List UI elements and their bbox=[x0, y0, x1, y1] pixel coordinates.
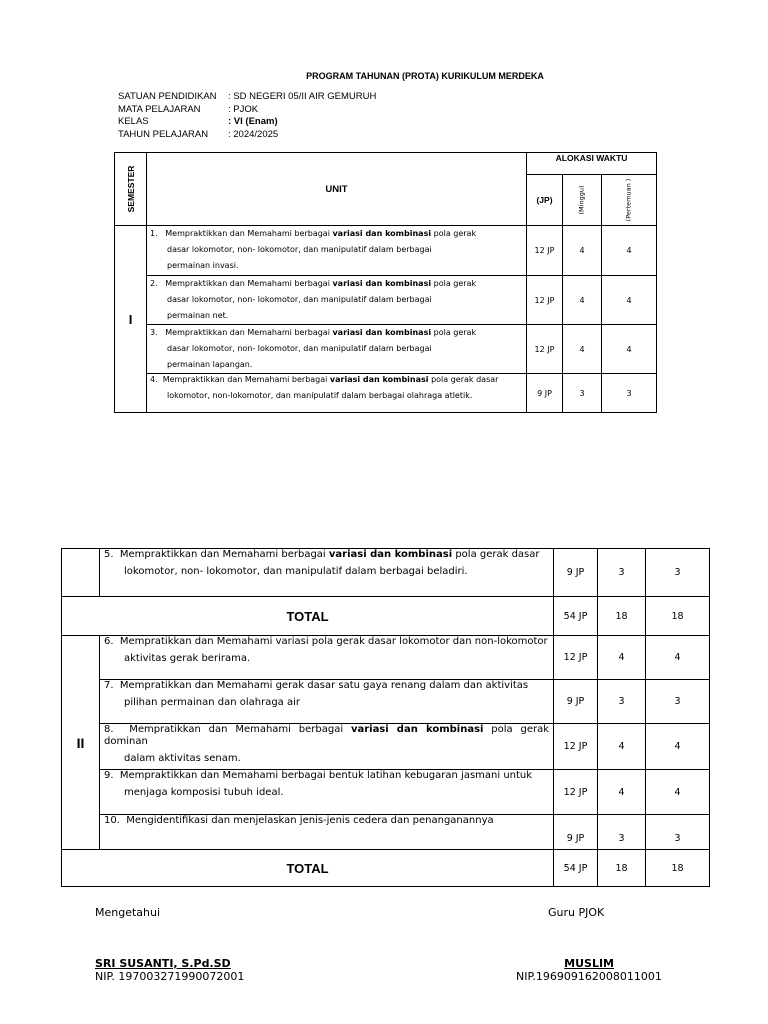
minggu-cell: 4 bbox=[598, 724, 646, 770]
jp-cell: 9 JP bbox=[554, 680, 598, 724]
pertemuan-cell: 3 bbox=[646, 815, 710, 850]
minggu-cell: 4 bbox=[563, 325, 602, 374]
info-value: : SD NEGERI 05/II AIR GEMURUH bbox=[228, 91, 377, 102]
unit-cell: 8. Mempratikkan dan Memahami berbagai variasi dan kombinasi pola gerak dominan dalam aktivitas senam. bbox=[100, 724, 554, 770]
prota-table-semester-2 bbox=[61, 548, 710, 887]
left-signer-name: SRI SUSANTI, S.Pd.SD bbox=[95, 957, 231, 970]
pertemuan-cell: 4 bbox=[602, 226, 657, 276]
right-signature-block bbox=[516, 957, 676, 983]
info-value: : VI (Enam) bbox=[228, 116, 278, 127]
info-label: SATUAN PENDIDIKAN bbox=[118, 91, 217, 102]
total-pertemuan: 18 bbox=[646, 597, 710, 636]
jp-cell: 12 JP bbox=[554, 636, 598, 680]
header-unit: UNIT bbox=[147, 153, 527, 226]
info-row-satuan bbox=[118, 91, 376, 104]
pertemuan-cell: 3 bbox=[602, 374, 657, 413]
right-signer-nip: NIP.196909162008011001 bbox=[516, 970, 662, 983]
total-minggu: 18 bbox=[598, 597, 646, 636]
unit-cell: 9. Mempraktikkan dan Memahami berbagai bentuk latihan kebugaran jasmani untuk menjaga komposisi tubuh ideal. bbox=[100, 770, 554, 815]
left-signature-caption: Mengetahui bbox=[95, 906, 161, 919]
info-row-mapel bbox=[118, 104, 376, 117]
pertemuan-cell: 4 bbox=[602, 276, 657, 325]
minggu-cell: 3 bbox=[598, 815, 646, 850]
semester-empty-cell bbox=[62, 549, 100, 597]
header-alokasi: ALOKASI WAKTU bbox=[527, 153, 657, 175]
minggu-cell: 4 bbox=[598, 770, 646, 815]
total-minggu: 18 bbox=[598, 850, 646, 887]
minggu-cell: 3 bbox=[598, 549, 646, 597]
minggu-cell: 3 bbox=[598, 680, 646, 724]
semester-label: I bbox=[115, 226, 147, 413]
info-block bbox=[118, 91, 376, 141]
header-minggu: (Minggu) bbox=[563, 175, 602, 226]
header-semester: SEMESTER bbox=[115, 153, 147, 226]
unit-cell: 3. Mempraktikkan dan Memahami berbagai variasi dan kombinasi pola gerak dasar lokomotor, non- lokomotor, dan manipulatif dalam berbagai permainan lapangan. bbox=[147, 325, 527, 374]
jp-cell: 12 JP bbox=[527, 325, 563, 374]
minggu-cell: 4 bbox=[598, 636, 646, 680]
jp-cell: 12 JP bbox=[554, 770, 598, 815]
pertemuan-cell: 3 bbox=[646, 549, 710, 597]
unit-cell: 4. Mempraktikkan dan Memahami berbagai variasi dan kombinasi pola gerak dasar lokomotor, non-lokomotor, dan manipulatif dalam berbagai olahraga atletik. bbox=[147, 374, 527, 413]
minggu-cell: 3 bbox=[563, 374, 602, 413]
semester-label: II bbox=[62, 636, 100, 850]
info-label: KELAS bbox=[118, 116, 149, 127]
left-signer-nip: NIP. 197003271990072001 bbox=[95, 970, 245, 983]
info-row-kelas bbox=[118, 116, 376, 129]
jp-cell: 9 JP bbox=[554, 549, 598, 597]
total-pertemuan: 18 bbox=[646, 850, 710, 887]
right-signature-caption: Guru PJOK bbox=[548, 906, 605, 919]
prota-table-semester-1 bbox=[114, 152, 657, 413]
info-label: MATA PELAJARAN bbox=[118, 103, 201, 115]
pertemuan-cell: 4 bbox=[646, 770, 710, 815]
total-jp: 54 JP bbox=[554, 597, 598, 636]
unit-cell: 7. Mempratikkan dan Memahami gerak dasar satu gaya renang dalam dan aktivitas pilihan permainan dan olahraga air bbox=[100, 680, 554, 724]
jp-cell: 12 JP bbox=[554, 724, 598, 770]
info-label: TAHUN PELAJARAN bbox=[118, 128, 209, 140]
total-label: TOTAL bbox=[62, 850, 554, 887]
pertemuan-cell: 3 bbox=[646, 680, 710, 724]
pertemuan-cell: 4 bbox=[646, 636, 710, 680]
info-row-tahun bbox=[118, 129, 376, 142]
page-title: PROGRAM TAHUNAN (PROTA) KURIKULUM MERDEKA bbox=[306, 71, 544, 81]
unit-cell: 5. Mempraktikkan dan Memahami berbagai variasi dan kombinasi pola gerak dasar lokomotor, non- lokomotor, dan manipulatif dalam berbagai beladiri. bbox=[100, 549, 554, 597]
right-signer-name: MUSLIM bbox=[564, 957, 614, 970]
pertemuan-cell: 4 bbox=[646, 724, 710, 770]
minggu-cell: 4 bbox=[563, 226, 602, 276]
jp-cell: 12 JP bbox=[527, 226, 563, 276]
info-value: : 2024/2025 bbox=[228, 128, 279, 140]
total-label: TOTAL bbox=[62, 597, 554, 636]
info-value: : PJOK bbox=[228, 103, 259, 115]
unit-cell: 6. Mempratikkan dan Memahami variasi pola gerak dasar lokomotor dan non-lokomotor aktivitas gerak berirama. bbox=[100, 636, 554, 680]
header-jp: (JP) bbox=[527, 175, 563, 226]
unit-cell: 1. Mempraktikkan dan Memahami berbagai variasi dan kombinasi pola gerak dasar lokomotor, non- lokomotor, dan manipulatif dalam berbagai permainan invasi. bbox=[147, 226, 527, 276]
unit-cell: 2. Mempraktikkan dan Memahami berbagai variasi dan kombinasi pola gerak dasar lokomotor, non- lokomotor, dan manipulatif dalam berbagai permainan net. bbox=[147, 276, 527, 325]
unit-cell: 10. Mengidentifikasi dan menjelaskan jenis-jenis cedera dan penanganannya bbox=[100, 815, 554, 850]
minggu-cell: 4 bbox=[563, 276, 602, 325]
jp-cell: 9 JP bbox=[527, 374, 563, 413]
jp-cell: 12 JP bbox=[527, 276, 563, 325]
left-signature-block bbox=[95, 957, 244, 983]
pertemuan-cell: 4 bbox=[602, 325, 657, 374]
jp-cell: 9 JP bbox=[554, 815, 598, 850]
header-pertemuan: (Pertemuan ) bbox=[602, 175, 657, 226]
total-jp: 54 JP bbox=[554, 850, 598, 887]
